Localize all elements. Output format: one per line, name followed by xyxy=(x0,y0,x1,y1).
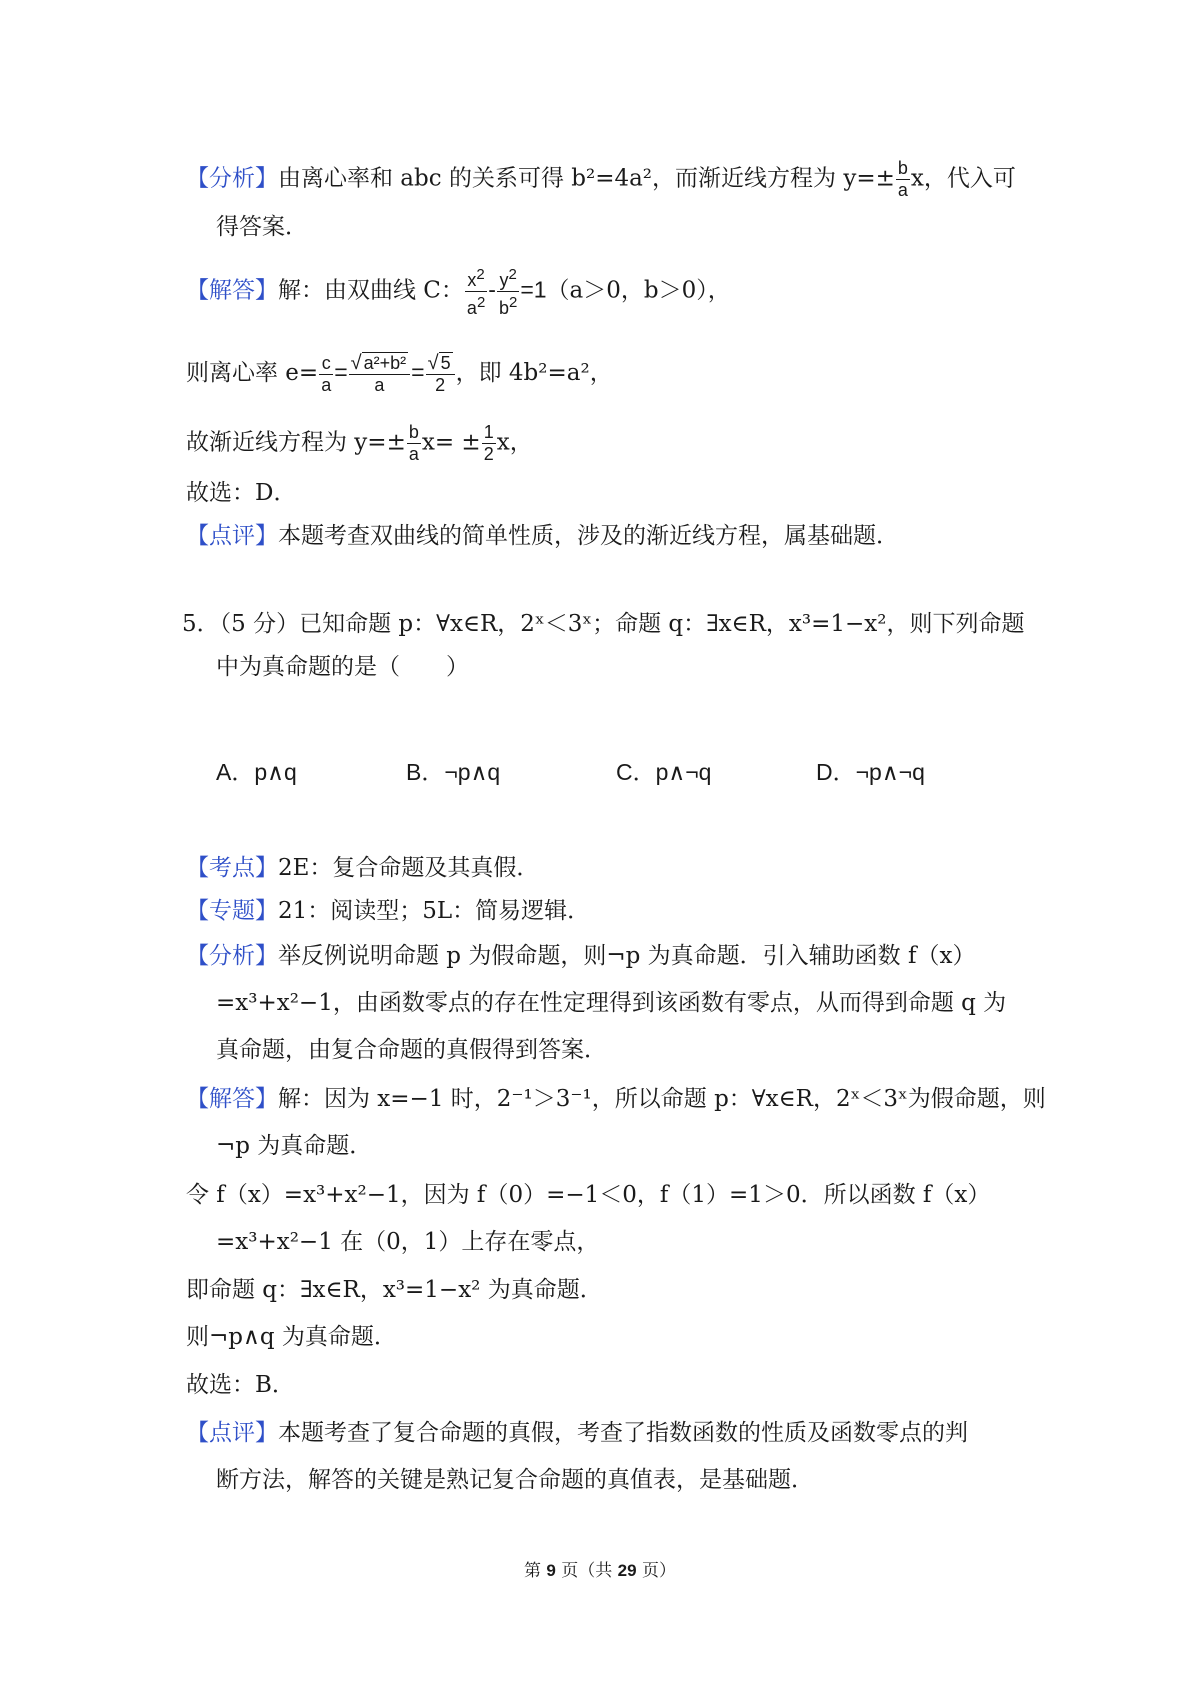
answer-text: 解：由双曲线 C： xyxy=(278,277,464,304)
comment2-line-1: 【点评】本题考查了复合命题的真假，考查了指数函数的性质及函数零点的判 xyxy=(186,1420,968,1446)
kaodian-line: 【考点】2E：复合命题及其真假． xyxy=(186,855,540,881)
answer2-line-6: 则¬p∧q 为真命题． xyxy=(186,1324,397,1350)
option-a: A．p∧q xyxy=(216,759,297,785)
analysis2-line-2: =x³+x²−1，由函数零点的存在性定理得到该函数有零点，从而得到命题 q 为 xyxy=(216,990,1007,1016)
page-footer: 第 9 页（共 29 页） xyxy=(523,1561,676,1581)
answer2-line-1: 【解答】解：因为 x=−1 时，2⁻¹＞3⁻¹，所以命题 p：∀x∈R，2ˣ＜3ˣ为假命题，则 xyxy=(186,1086,1046,1112)
answer2-line-2: ¬p 为真命题． xyxy=(216,1133,373,1159)
page-total: 29 xyxy=(617,1561,637,1580)
fraction-y2-over-b2: $\frac{y^2}{b^2}$ xyxy=(498,266,518,318)
fraction-one-half: $\frac{1}{2}$ xyxy=(483,422,494,464)
page-number: 9 xyxy=(546,1561,556,1580)
answer2-tag: 【解答】 xyxy=(186,1086,278,1112)
analysis2-line-1: 【分析】举反例说明命题 p 为假命题，则¬p 为真命题．引入辅助函数 f（x） xyxy=(186,943,976,969)
analysis-tag: 【分析】 xyxy=(186,165,278,192)
zhuanti-line: 【专题】21：阅读型；5L：简易逻辑． xyxy=(186,898,591,924)
kaodian-tag: 【考点】 xyxy=(186,855,278,881)
zhuanti-tag: 【专题】 xyxy=(186,898,278,924)
answer2-line-4: =x³+x²−1 在（0，1）上存在零点， xyxy=(216,1229,600,1255)
fraction-sqrt5-over-2: $\frac{√ 5}{2}$ xyxy=(426,352,455,396)
equals-one: =1 xyxy=(520,276,547,303)
option-c: C．p∧¬q xyxy=(616,759,712,785)
fraction-x2-over-a2: $\frac{x^2}{a^2}$ xyxy=(466,266,486,318)
analysis2-line-3: 真命题，由复合命题的真假得到答案． xyxy=(216,1037,607,1063)
analysis-text-end: x，代入可 xyxy=(910,165,1016,192)
comment2-tag: 【点评】 xyxy=(186,1420,278,1446)
choose-answer-b: 故选：B． xyxy=(186,1372,295,1398)
analysis-line-1 xyxy=(186,158,1016,201)
answer-tag: 【解答】 xyxy=(186,277,278,304)
analysis2-tag: 【分析】 xyxy=(186,943,278,969)
question-5-stem-1: 5．（5 分）已知命题 p：∀x∈R，2ˣ＜3ˣ；命题 q：∃x∈R，x³=1−x²，则下列命题 xyxy=(182,611,1025,637)
answer2-line-5: 即命题 q：∃x∈R，x³=1−x² 为真命题． xyxy=(186,1277,603,1303)
answer-line-1 xyxy=(186,264,731,319)
fraction-sqrt-over-a: $\frac{\text{√ a²+b²}}{a}$ xyxy=(349,352,411,396)
comment2-line-2: 断方法，解答的关键是熟记复合命题的真值表，是基础题． xyxy=(216,1467,814,1493)
eccentricity-line: 则离心率 e= $\frac{c}{a}$ = $\frac{\text{√ a²+b²}}{a}$ = $\frac{√ 5}{2}$ ，即 4b²=a²， xyxy=(186,352,613,395)
answer2-line-3: 令 f（x）=x³+x²−1，因为 f（0）=−1＜0，f（1）=1＞0．所以函数 f（x） xyxy=(186,1182,991,1208)
analysis-line-2: 得答案． xyxy=(216,214,308,240)
comment-tag: 【点评】 xyxy=(186,523,278,549)
analysis-text: 由离心率和 abc 的关系可得 b²=4a²，而渐近线方程为 y=± xyxy=(278,165,895,192)
comment-line: 【点评】本题考查双曲线的简单性质，涉及的渐近线方程，属基础题． xyxy=(186,523,899,549)
choose-answer-d: 故选：D． xyxy=(186,480,297,506)
asymptote-line: 故渐近线方程为 y=± $\frac{b}{a}$ x= ± $\frac{1}{2}$ x， xyxy=(186,422,533,464)
option-b: B．¬p∧q xyxy=(406,759,501,785)
question-5-stem-2: 中为真命题的是（ ） xyxy=(216,654,469,680)
option-d: D．¬p∧¬q xyxy=(816,759,925,785)
fraction-b-over-a-2: $\frac{b}{a}$ xyxy=(408,422,419,464)
answer-condition: （a＞0，b＞0）， xyxy=(546,277,731,304)
fraction-c-over-a: $\frac{c}{a}$ xyxy=(321,352,332,395)
fraction-b-over-a: $\frac{b}{a}$ xyxy=(897,158,908,200)
minus-sign: - xyxy=(488,276,496,303)
